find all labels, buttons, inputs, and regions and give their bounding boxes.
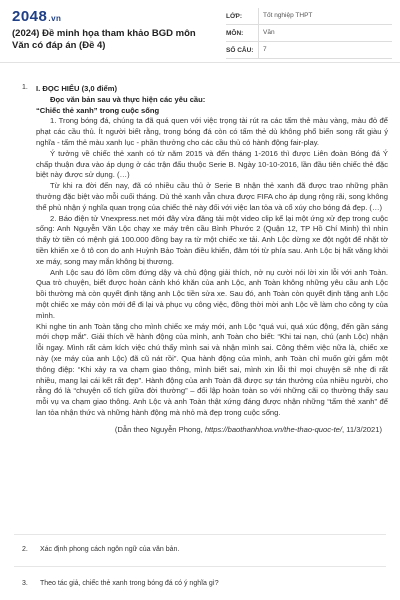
page-header — [0, 0, 400, 63]
passage-paragraph: Từ khi ra đời đến nay, đã có nhiều cầu thủ ở Serie B nhận thẻ xanh đã được trao những phần thưởng đặc biệt vào mỗi cuối tháng. Dù thẻ xanh vẫn chưa được FIFA cho áp dụng rộng rãi, song không thể phủ nhận ý nghĩa quan trọng của chiếc thẻ này đối với việc lan tỏa và cổ xúy cho bóng đá đẹp. (…) — [36, 181, 388, 212]
question-text: Theo tác giả, chiếc thẻ xanh trong bóng đá có ý nghĩa gì? — [40, 580, 219, 587]
meta-label: MÔN: — [226, 29, 244, 37]
meta-label: SỐ CÂU: — [226, 46, 254, 54]
meta-value: Văn — [258, 25, 392, 41]
question-divider — [14, 534, 386, 535]
logo-suffix: .vn — [48, 14, 62, 23]
source-url: https://baothanhhoa.vn/the-thao-quoc-te/ — [204, 424, 343, 434]
question-text: Xác định phong cách ngôn ngữ của văn bản. — [40, 546, 180, 553]
passage-paragraph: Anh Lộc sau đó lồm cồm đứng dậy và chủ động giải thích, nở nụ cười nói lời xin lỗi với anh Toàn. Qua trò chuyện, biết được hoàn cảnh khó khăn của anh Lộc, anh Toàn không những yêu cầu anh Lộc bồi thường mà còn quyết định tặng anh Lộc tiền sửa xe. Sau đó, anh Toàn còn quyết định tặng anh Lộc một chiếc xe máy còn mới để đi lại và phục vụ công việc, đồng thời mời anh Lộc về làm cho công ty của mình. — [36, 267, 388, 320]
meta-value: 7 — [258, 42, 392, 58]
question-3 — [22, 580, 388, 587]
question-divider — [14, 566, 386, 567]
instruction: Đọc văn bản sau và thực hiện các yêu cầu: — [50, 94, 206, 104]
question-2 — [22, 546, 388, 553]
question-1 — [36, 84, 388, 436]
document-title: (2024) Đề minh họa tham khảo BGD môn Văn có đáp án (Đề 4) — [12, 28, 196, 51]
passage-paragraph: 1. Trong bóng đá, chúng ta đã quá quen với việc trọng tài rút ra các tấm thẻ màu vàng, màu đỏ để phạt các cầu thủ. Ít người biết rằng, trong bóng đá còn có tấm thẻ dù không phổ biến song rất giàu ý nghĩa - tấm thẻ màu xanh lục - phần thưởng cho các cầu thủ có hành động fair-play. — [36, 116, 388, 147]
passage-paragraph: Khi nghe tin anh Toàn tặng cho mình chiếc xe máy mới, anh Lộc “quá vui, quá xúc động, đến gần sáng mới chợp mắt”. Giải thích về hành động của mình, anh Toàn cho biết: “Khi tai nạn, chú (anh Lộc) nhận lỗi ngay. Mình rất cảm kích việc chú thấy mình sai và nhận mình sai. Công thêm việc nữa là, chiếc xe này (xe máy của anh Lộc) đã cũ nát rồi”. Qua hành động của mình, anh Toàn chỉ muốn gửi gắm một thông điệp: “Khi xảy ra va chạm giao thông, mình biết sai, mình xin lỗi thì mọi chuyện sẽ nhẹ đi rất nhiều, mang lại cái kết rất đẹp”. Hành động của anh Toàn đã được sự tán thưởng của nhiều người, cho rằng đó là “chuyện cổ tích giữa đời thường” – đối lập hoàn toàn so với những cãi cọ thường thấy sau mỗi vụ va chạm giao thông. Anh Lộc và anh Toàn thật xứng đáng được nhận những “tấm thẻ xanh” để lan tỏa nhận thức và những hành động mà nhỏ mà đẹp trong cuộc sống. — [36, 321, 388, 417]
passage-paragraph: Ý tưởng về chiếc thẻ xanh có từ năm 2015 và đến tháng 1-2016 thì được Liên đoàn Bóng đá Ý chấp thuận đưa vào áp dụng ở các trận đấu thuộc Serie B. Ngày 10-10-2016, lần đầu tiên chiếc thẻ đặc biệt này được sử dụng. (…) — [36, 148, 388, 180]
section-title: I. ĐỌC HIỂU (3,0 điểm) — [36, 84, 118, 93]
question-number: 1. — [22, 84, 28, 91]
passage-source — [36, 425, 388, 436]
document-meta — [226, 8, 392, 59]
passage-title: “Chiếc thẻ xanh” trong cuộc sống — [36, 105, 160, 115]
meta-value: Tốt nghiệp THPT — [258, 8, 392, 24]
logo-main: 2048 — [12, 8, 48, 25]
source-suffix: , 11/3/2021) — [342, 424, 382, 434]
passage-paragraph: 2. Báo điện tử Vnexpress.net mới đây vừa đăng tải một video clip kể lại một ứng xử đẹp trong cuộc sống: Anh Nguyễn Văn Lộc chạy xe máy trên cầu Bình Phước 2 (Quận 12, TP Hồ Chí Minh) thì nhìn thấy tờ tiền có mệnh giá 100.000 đồng bay ra từ một chiếc xe tải. Anh Lộc dừng xe đột ngột để nhặt tờ tiền khiến xe ô tô con do anh Huỳnh Bảo Toàn điều khiển, đâm tới từ phía sau. Anh Lộc bị hất văng khỏi xe máy, song may mắn không bị thương. — [36, 213, 388, 266]
meta-row-count — [226, 42, 392, 59]
meta-row-subject — [226, 25, 392, 42]
meta-row-class — [226, 8, 392, 25]
question-number: 3. — [22, 580, 28, 587]
source-prefix: (Dẫn theo Nguyễn Phong, — [114, 424, 205, 434]
question-number: 2. — [22, 546, 28, 553]
site-logo[interactable] — [12, 8, 61, 25]
meta-label: LỚP: — [226, 12, 243, 20]
